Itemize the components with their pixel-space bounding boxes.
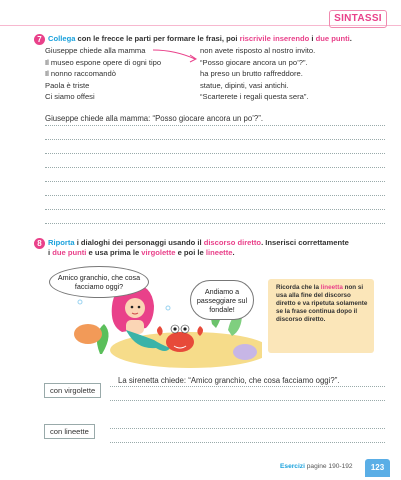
right-item: statue, dipinti, vasi antichi. bbox=[200, 80, 289, 90]
speech-bubble-mermaid: Amico granchio, che cosa facciamo oggi? bbox=[49, 266, 149, 298]
answer-line[interactable] bbox=[45, 167, 385, 168]
right-item: ha preso un brutto raffreddore. bbox=[200, 69, 303, 78]
speech-bubble-crab: Andiamo a passeggiare sul fondale! bbox=[190, 280, 254, 320]
answer-line[interactable] bbox=[110, 442, 385, 443]
exercise-8-instructions: Riporta i dialoghi dei personaggi usando il discorso diretto. Inserisci correttamente i due punti e usa prima le virgolette e poi le lineette. bbox=[48, 238, 349, 257]
reminder-note: Ricorda che la lineetta non si usa alla fine del discorso diretto e va ripetuta solamente se la frase continua dopo il discorso diretto. bbox=[268, 279, 374, 353]
right-item: “Scarterete i regali questa sera”. bbox=[200, 92, 309, 101]
exercises-link[interactable]: Esercizi bbox=[280, 463, 305, 470]
label-with-dashes: con lineette bbox=[44, 424, 95, 439]
answer-line[interactable] bbox=[45, 125, 385, 126]
answer-line[interactable] bbox=[45, 195, 385, 196]
page-number: 123 bbox=[365, 459, 390, 477]
answer-line[interactable] bbox=[45, 181, 385, 182]
exercise-7-number: 7 bbox=[34, 34, 45, 45]
exercise-7-instructions: Collega con le frecce le parti per formare le frasi, poi riscrivile inserendo i due punti. bbox=[48, 34, 352, 43]
answer-line[interactable] bbox=[45, 153, 385, 154]
left-item: Paola è triste bbox=[45, 80, 90, 90]
answer-line[interactable] bbox=[45, 209, 385, 210]
bubble-dot bbox=[166, 306, 170, 310]
right-item: “Posso giocare ancora un po’?”. bbox=[200, 57, 308, 67]
answer-line[interactable] bbox=[45, 139, 385, 140]
answer-line[interactable] bbox=[110, 386, 385, 387]
crab-body bbox=[166, 332, 194, 352]
left-item: Il museo espone opere di ogni tipo bbox=[45, 57, 162, 67]
right-item: non avete risposto al nostro invito. bbox=[200, 46, 316, 55]
left-item: Ci siamo offesi bbox=[45, 92, 95, 101]
answer-line[interactable] bbox=[110, 400, 385, 401]
left-item: Il nonno raccomandò bbox=[45, 69, 116, 78]
answer-line[interactable] bbox=[45, 223, 385, 224]
left-item: Giuseppe chiede alla mamma bbox=[45, 46, 146, 55]
example-answer-7: Giuseppe chiede alla mamma: “Posso giocare ancora un po’?”. bbox=[45, 114, 263, 123]
example-answer-8: La sirenetta chiede: “Amico granchio, che cosa facciamo oggi?”. bbox=[118, 376, 340, 385]
answer-line[interactable] bbox=[110, 428, 385, 429]
label-with-quotes: con virgolette bbox=[44, 383, 101, 398]
shell bbox=[233, 344, 257, 360]
exercise-8-number: 8 bbox=[34, 238, 45, 249]
mermaid-face bbox=[125, 298, 145, 318]
right-column bbox=[200, 45, 390, 103]
bubble-dot bbox=[78, 300, 82, 304]
rock bbox=[74, 324, 102, 344]
footer-reference: Esercizi pagine 190-192 bbox=[280, 463, 353, 470]
section-tag: SINTASSI bbox=[329, 10, 387, 28]
connecting-arrow bbox=[150, 47, 200, 67]
